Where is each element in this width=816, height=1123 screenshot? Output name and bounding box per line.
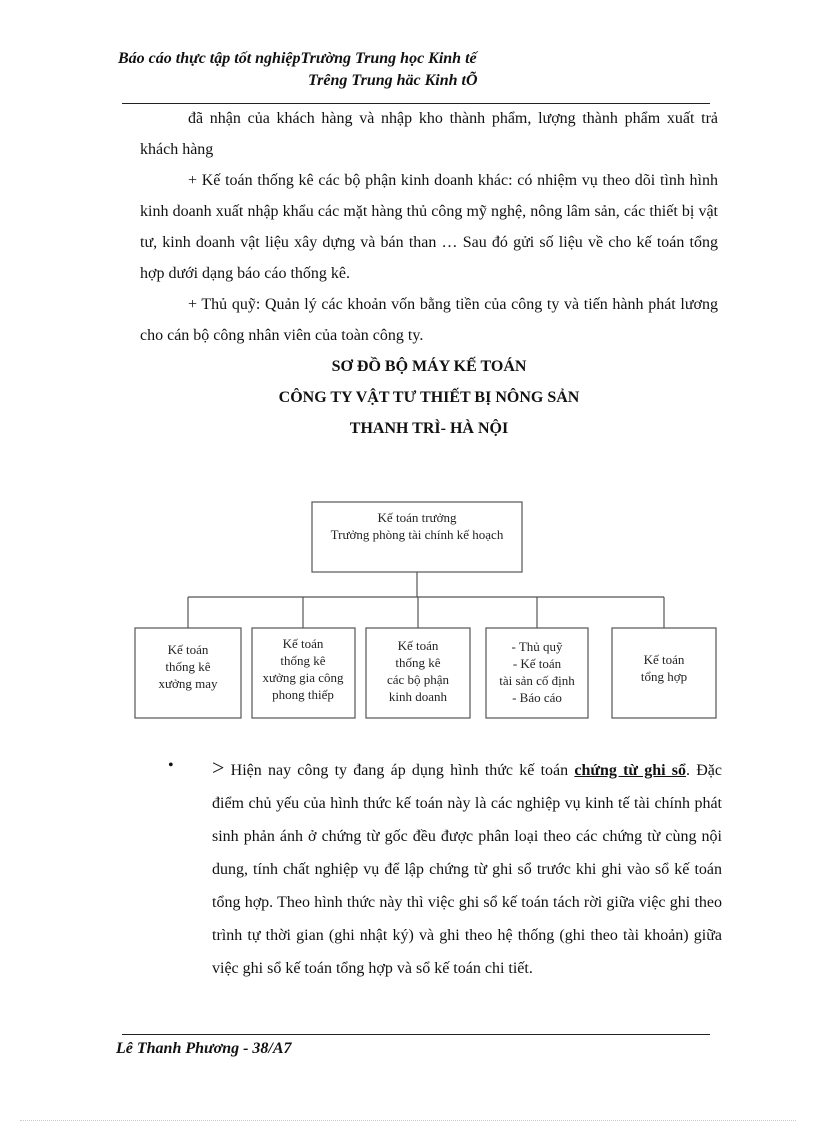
org-box-5-line-1: Kế toán [643, 652, 685, 667]
org-box-2-line-4: phong thiếp [272, 687, 334, 702]
org-top-line-1: Kế toán trưởng [377, 510, 457, 525]
org-box-1-line-2: thống kê [165, 659, 211, 674]
org-box-3-line-2: thống kê [395, 655, 441, 670]
org-box-3-line-3: các bộ phận [386, 672, 450, 687]
paragraph-1: đã nhận của khách hàng và nhập kho thành phẩm, lượng thành phẩm xuất trả khách hàng [140, 110, 718, 158]
org-box-3-line-1: Kế toán [397, 638, 439, 653]
bullet-dot: • [168, 757, 174, 774]
footer-author: Lê Thanh Phương - 38/A7 [116, 1040, 292, 1057]
bullet-lead: Hiện nay công ty đang áp dụng hình thức kế toán [224, 762, 575, 779]
accounting-form-term: chứng từ ghi sổ [574, 762, 687, 779]
chart-title-line-3: THANH TRÌ- HÀ NỘI [349, 420, 509, 437]
bullet-paragraph [116, 751, 722, 985]
page-edge [20, 1120, 796, 1121]
org-box-1-line-1: Kế toán [167, 642, 209, 657]
org-box-2-line-3: xưởng gia công [262, 670, 344, 685]
org-box-3-line-4: kinh doanh [388, 689, 448, 704]
org-top-line-2: Trưởng phòng tài chính kế hoạch [330, 527, 504, 542]
footer-rule [122, 1034, 710, 1035]
paragraph-3: + Thủ quỹ: Quản lý các khoản vốn bằng tiền của công ty và tiến hành phát lương cho cán bộ công nhân viên của toàn công ty. [140, 296, 718, 344]
org-box-4-line-4: - Báo cáo [512, 690, 562, 705]
bullet-rest: . Đặc điểm chủ yếu của hình thức kế toán này là các nghiệp vụ kinh tế tài chính phát sinh phản ánh ở chứng từ gốc đều được phân loại theo các chứng từ cùng nội dung, tính chất nghiệp vụ để lập chứng từ ghi sổ trước khi ghi vào sổ kế toán tổng hợp. Theo hình thức này thì việc ghi sổ kế toán tách rời giữa việc ghi theo trình tự thời gian (ghi nhật ký) và ghi theo hệ thống (ghi theo tài khoản) giữa việc ghi sổ kế toán tổng hợp và sổ kế toán chi tiết. [212, 762, 723, 977]
chart-title-line-1: SƠ ĐỒ BỘ MÁY KẾ TOÁN [331, 358, 527, 375]
org-box-5-line-2: tổng hợp [640, 669, 688, 684]
org-box-4-line-2: - Kế toán [512, 656, 562, 671]
chart-title-line-2: CÔNG TY VẬT TƯ THIẾT BỊ NÔNG SẢN [278, 389, 580, 406]
arrow-icon: > [212, 755, 225, 780]
header-line-2: Trêng Trung häc Kinh tÕ [308, 72, 478, 89]
org-box-4-line-3: tài sản cố định [499, 673, 575, 688]
org-box-2-line-1: Kế toán [282, 636, 324, 651]
header-line-1: Báo cáo thực tập tốt nghiệpTrường Trung học Kinh tế [118, 50, 477, 67]
paragraph-2: + Kế toán thống kê các bộ phận kinh doanh khác: có nhiệm vụ theo dõi tình hình kinh doanh xuất nhập khẩu các mặt hàng thủ công mỹ nghệ, nông lâm sản, các thiết bị vật tư, kinh doanh vật liệu xây dựng và bán than … Sau đó gửi số liệu về cho kế toán tổng hợp dưới dạng báo cáo thống kê. [140, 172, 718, 282]
org-box-2-line-2: thống kê [280, 653, 326, 668]
org-box-1-line-3: xưởng may [158, 676, 218, 691]
org-box-4-line-1: - Thủ quỹ [511, 639, 563, 654]
